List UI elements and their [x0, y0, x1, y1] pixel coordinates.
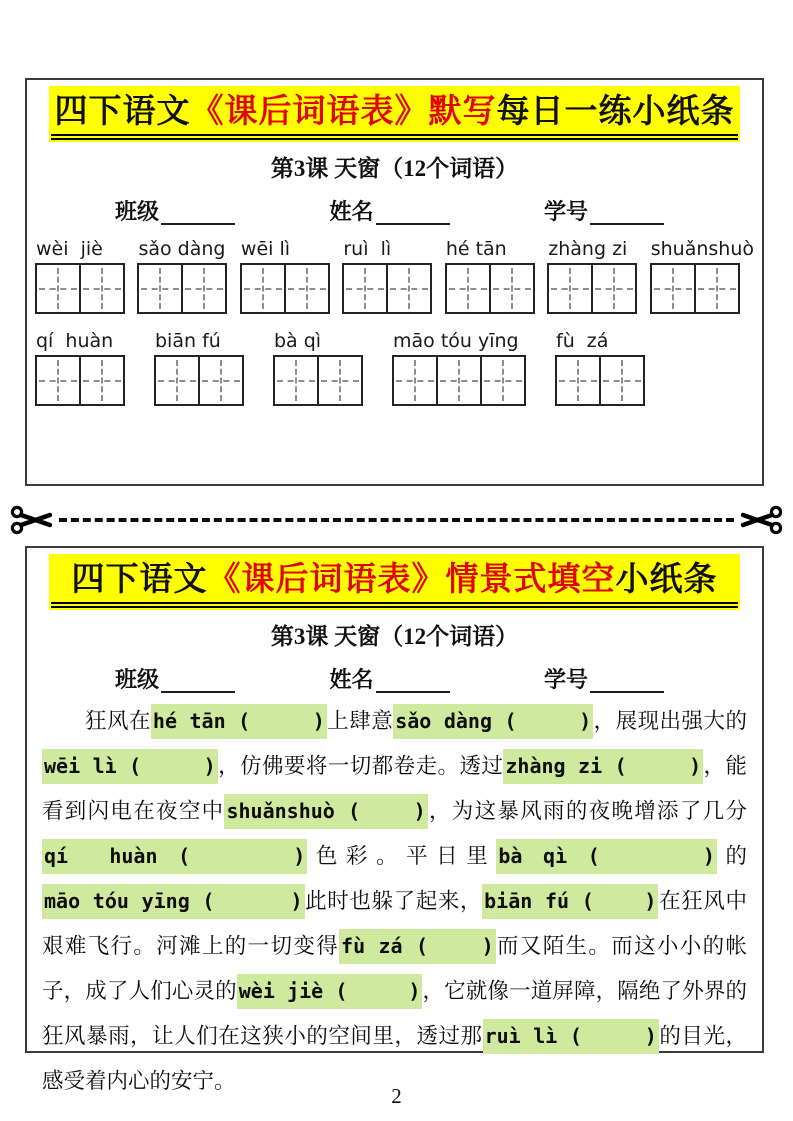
- word-pinyin: shuǎnshuò: [650, 238, 754, 260]
- name-label: 姓名: [329, 667, 374, 692]
- writing-grid-cell[interactable]: [79, 357, 123, 404]
- word-pinyin: qí huàn: [36, 330, 114, 352]
- dashed-cut-rule: [59, 518, 734, 522]
- scissors-icon: [10, 504, 54, 536]
- pinyin-blank[interactable]: wēi lì ( ): [42, 749, 218, 784]
- word-block: [240, 237, 330, 314]
- writing-grid-cell[interactable]: [275, 357, 317, 404]
- writing-grid: [342, 263, 432, 314]
- writing-grid-cell[interactable]: [317, 357, 361, 404]
- word-block: [547, 237, 637, 314]
- writing-grid: [392, 355, 526, 406]
- word-pinyin: hé tān: [445, 238, 507, 260]
- name-field: [329, 667, 449, 693]
- paragraph-text: 色彩。平日里: [307, 844, 497, 868]
- writing-grid-cell[interactable]: [591, 265, 635, 312]
- pinyin-blank[interactable]: hé tān ( ): [151, 704, 327, 739]
- word-block: [650, 237, 754, 314]
- writing-grid-cell[interactable]: [652, 265, 694, 312]
- studentid-label: 学号: [543, 199, 588, 224]
- paragraph-text: 在狂风中艰难飞行。河滩上的一切变得: [42, 889, 747, 958]
- word-block: [445, 237, 535, 314]
- writing-grid-cell[interactable]: [489, 265, 533, 312]
- dictation-title: [51, 89, 738, 140]
- dictation-title-bar: [49, 86, 740, 142]
- word-pinyin: ruì lì: [343, 238, 392, 260]
- writing-grid-cell[interactable]: [79, 265, 123, 312]
- word-pinyin: wèi jiè: [36, 238, 103, 260]
- pinyin-blank[interactable]: biān fú ( ): [482, 884, 658, 919]
- writing-grid-cell[interactable]: [549, 265, 591, 312]
- word-block: [35, 329, 125, 406]
- class-field: [115, 199, 235, 225]
- class-label: 班级: [115, 199, 160, 224]
- paragraph-text: 此时也躲了起来，: [304, 889, 483, 913]
- paragraph-text: ，展现出强大的: [593, 709, 747, 733]
- lesson-subtitle: 第3课 天窗（12个词语）: [270, 156, 519, 181]
- writing-grid: [445, 263, 535, 314]
- word-pinyin: wēi lì: [240, 238, 291, 260]
- paragraph-text: ，它就像一道屏障，隔绝了外界的狂风暴雨，让人们在这狭小的空间里，透过那: [42, 979, 747, 1048]
- writing-grid: [35, 263, 125, 314]
- name-blank[interactable]: [376, 667, 450, 693]
- writing-grid: [35, 355, 125, 406]
- word-block: [154, 329, 244, 406]
- writing-grid-cell[interactable]: [156, 357, 198, 404]
- cut-line: [0, 498, 793, 542]
- paragraph-text: ，为这暴风雨的夜晚增添了几分: [427, 799, 747, 823]
- paragraph-text: ，仿佛要将一切都卷走。透过: [217, 754, 504, 778]
- class-field: [115, 667, 235, 693]
- writing-grid-cell[interactable]: [284, 265, 328, 312]
- word-block: [35, 237, 125, 314]
- paragraph-text: ，能看到闪电在夜空中: [42, 754, 747, 823]
- title-prefix: 四下语文: [54, 92, 191, 129]
- writing-grid-cell[interactable]: [386, 265, 430, 312]
- writing-grid: [547, 263, 637, 314]
- lesson-subtitle: 第3课 天窗（12个词语）: [270, 624, 519, 649]
- writing-grid-cell[interactable]: [694, 265, 738, 312]
- word-pinyin: māo tóu yīng: [393, 330, 519, 352]
- writing-grid-cell[interactable]: [480, 357, 524, 404]
- writing-grid-cell[interactable]: [447, 265, 489, 312]
- writing-grid: [154, 355, 244, 406]
- writing-grid-cell[interactable]: [394, 357, 436, 404]
- word-block: [555, 329, 645, 406]
- writing-grid-cell[interactable]: [344, 265, 386, 312]
- pinyin-blank[interactable]: shuǎnshuò ( ): [224, 794, 427, 829]
- title-suffix: 每日一练小纸条: [496, 92, 735, 129]
- pinyin-blank[interactable]: qí huàn ( ): [42, 839, 307, 874]
- writing-grid-cell[interactable]: [37, 357, 79, 404]
- pinyin-blank[interactable]: fù zá ( ): [339, 929, 496, 964]
- word-pinyin: biān fú: [155, 330, 221, 352]
- writing-grid-cell[interactable]: [198, 357, 242, 404]
- class-blank[interactable]: [161, 199, 235, 225]
- writing-grid-cell[interactable]: [181, 265, 225, 312]
- word-pinyin: sǎo dàng: [138, 238, 226, 260]
- student-fields: [115, 199, 664, 225]
- writing-grid-cell[interactable]: [37, 265, 79, 312]
- pinyin-blank[interactable]: bà qì ( ): [496, 839, 717, 874]
- pinyin-blank[interactable]: māo tóu yīng ( ): [42, 884, 305, 919]
- dictation-sheet: [25, 78, 764, 486]
- title-suffix: 小纸条: [615, 560, 718, 597]
- paragraph-text: 狂风在: [85, 709, 151, 733]
- writing-grid-cell[interactable]: [599, 357, 643, 404]
- word-block: [137, 237, 227, 314]
- class-label: 班级: [115, 667, 160, 692]
- word-grid-row-1: [35, 237, 754, 314]
- studentid-field: [544, 667, 664, 693]
- pinyin-blank[interactable]: sǎo dàng ( ): [393, 704, 593, 739]
- writing-grid-cell[interactable]: [242, 265, 284, 312]
- writing-grid: [650, 263, 740, 314]
- paragraph-text: 的目光，感受着内心的安宁。: [42, 1024, 747, 1093]
- word-pinyin: fù zá: [556, 330, 609, 352]
- writing-grid: [273, 355, 363, 406]
- pinyin-blank[interactable]: ruì lì ( ): [483, 1019, 659, 1054]
- word-block: [342, 237, 432, 314]
- name-label: 姓名: [329, 199, 374, 224]
- studentid-label: 学号: [543, 667, 588, 692]
- pinyin-blank[interactable]: zhàng zi ( ): [503, 749, 703, 784]
- paragraph-text: 的: [716, 844, 747, 868]
- paragraph-text: 而又陌生。而这小小的帐子，成了人们心灵的: [42, 934, 747, 1003]
- writing-grid-cell[interactable]: [436, 357, 480, 404]
- student-fields: [115, 667, 664, 693]
- pinyin-blank[interactable]: wèi jiè ( ): [237, 974, 423, 1009]
- title-highlight: 《课后词语表》情景式填空: [207, 560, 616, 597]
- writing-grid: [240, 263, 330, 314]
- writing-grid-cell[interactable]: [139, 265, 181, 312]
- word-block: [273, 329, 363, 406]
- writing-grid: [137, 263, 227, 314]
- studentid-field: [544, 199, 664, 225]
- writing-grid: [555, 355, 645, 406]
- name-blank[interactable]: [376, 199, 450, 225]
- studentid-blank[interactable]: [590, 667, 664, 693]
- title-prefix: 四下语文: [71, 560, 208, 597]
- title-highlight: 《课后词语表》默写: [190, 92, 497, 129]
- fill-title: [51, 557, 738, 608]
- class-blank[interactable]: [161, 667, 235, 693]
- word-pinyin: bà qì: [274, 330, 322, 352]
- fill-title-bar: [49, 554, 740, 610]
- word-block: [392, 329, 526, 406]
- fill-in-sheet: [25, 546, 764, 1093]
- word-grid-row-2: [35, 329, 754, 406]
- studentid-blank[interactable]: [590, 199, 664, 225]
- writing-grid-cell[interactable]: [557, 357, 599, 404]
- page-number: 2: [391, 1084, 402, 1108]
- paragraph-text: 上肆意: [326, 709, 394, 733]
- name-field: [329, 199, 449, 225]
- fill-paragraph: [42, 699, 747, 1104]
- scissors-icon: [739, 504, 783, 536]
- word-pinyin: zhàng zi: [548, 238, 628, 260]
